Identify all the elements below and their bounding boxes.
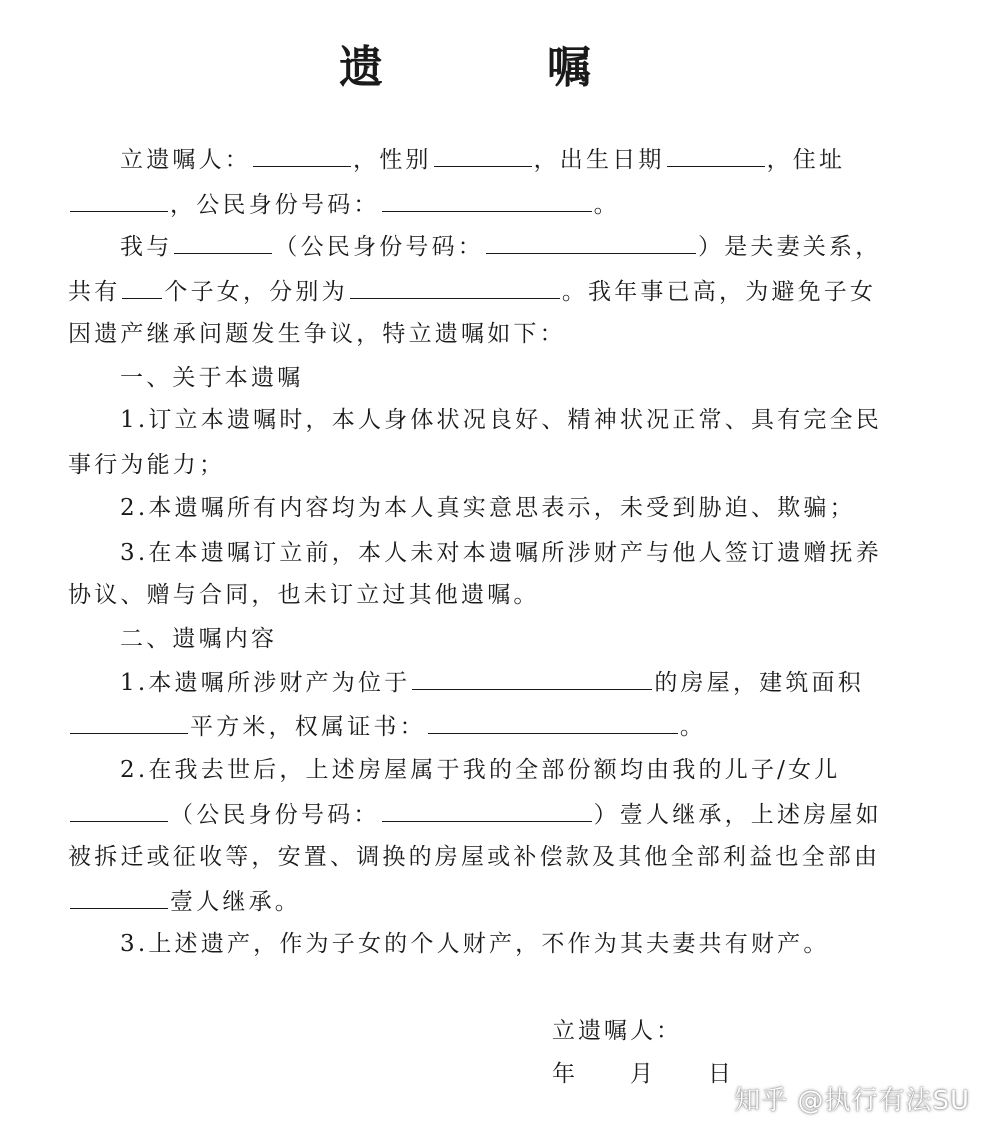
heir-id-label: （公民身份号码： [170, 802, 380, 828]
id-number-blank[interactable] [382, 189, 592, 212]
signature-date [552, 1059, 734, 1089]
spouse-label: 我与 [120, 234, 173, 260]
watermark: 知乎 @执行有法SU [734, 1086, 970, 1116]
children-count-label: 共有 [68, 279, 121, 305]
children-count-blank[interactable] [122, 276, 162, 299]
month-label: 月 [630, 1061, 656, 1087]
gender-blank[interactable] [434, 144, 532, 167]
certificate-blank[interactable] [428, 711, 678, 734]
year-label: 年 [552, 1061, 578, 1087]
section-2-item-2-line-4 [68, 886, 301, 917]
gender-label: ，性别 [353, 147, 432, 173]
heir-name-blank[interactable] [70, 799, 168, 822]
testator-info-line-1 [120, 144, 845, 175]
section-1-item-3-line-2: 协议、赠与合同，也未订立过其他遗嘱。 [68, 582, 540, 608]
testator-label: 立遗嘱人： [120, 147, 251, 173]
testator-info-line-2 [68, 189, 620, 220]
id-number-label: ，公民身份号码： [170, 192, 380, 218]
property-location-blank[interactable] [412, 667, 652, 690]
heir-id-blank[interactable] [382, 799, 592, 822]
property-location-label: 1.本遗嘱所涉财产为位于 [120, 670, 411, 696]
inheritance-text-2: 壹人继承。 [170, 889, 301, 915]
children-line [68, 276, 876, 307]
section-1-item-1-line-1: 1.订立本遗嘱时，本人身体状况良好、精神状况正常、具有完全民 [120, 407, 882, 433]
section-1-item-3-line-1: 3.在本遗嘱订立前，本人未对本遗嘱所涉财产与他人签订遗赠抚养 [120, 540, 882, 566]
certificate-label: 平方米，权属证书： [190, 714, 426, 740]
address-blank[interactable] [70, 189, 168, 212]
testator-name-blank[interactable] [253, 144, 351, 167]
spouse-id-blank[interactable] [486, 231, 696, 254]
section-2-item-2-line-1: 2.在我去世后，上述房屋属于我的全部份额均由我的儿子/女儿 [120, 757, 841, 783]
spouse-name-blank[interactable] [174, 231, 272, 254]
signature-label: 立遗嘱人： [552, 1018, 682, 1044]
birthdate-label: ，出生日期 [533, 147, 665, 173]
inheritance-text: ）壹人继承，上述房屋如 [593, 802, 882, 828]
floor-area-blank[interactable] [70, 711, 188, 734]
document-title: 遗 嘱 [339, 42, 651, 93]
birthdate-blank[interactable] [667, 144, 765, 167]
section-2-item-2-line-2 [68, 799, 882, 830]
section-2-heading: 二、遗嘱内容 [120, 626, 278, 652]
day-label: 日 [708, 1061, 734, 1087]
section-2-item-1-line-2 [68, 711, 706, 742]
section-2-item-2-line-3: 被拆迁或征收等，安置、调换的房屋或补偿款及其他全部利益也全部由 [68, 844, 881, 870]
section-2-item-1-line-1 [120, 667, 864, 698]
section-1-heading: 一、关于本遗嘱 [120, 365, 304, 391]
section-1-item-1-line-2: 事行为能力； [68, 452, 226, 478]
address-label: ，住址 [766, 147, 846, 173]
period: 。 [593, 192, 620, 218]
intent-text: 。我年事已高，为避免子女 [561, 279, 877, 305]
spouse-line [120, 231, 881, 262]
section-2-item-3: 3.上述遗产，作为子女的个人财产，不作为其夫妻共有财产。 [120, 931, 830, 957]
intent-line: 因遗产继承问题发生争议，特立遗嘱如下： [68, 321, 566, 347]
children-names-label: 个子女，分别为 [164, 279, 348, 305]
period: 。 [679, 714, 707, 740]
children-names-blank[interactable] [350, 276, 560, 299]
spouse-id-label: （公民身份号码： [274, 234, 485, 260]
section-1-item-2: 2.本遗嘱所有内容均为本人真实意思表示，未受到胁迫、欺骗； [120, 495, 856, 521]
spouse-relation-text: ）是夫妻关系， [698, 234, 882, 260]
floor-area-label: 的房屋，建筑面积 [654, 670, 864, 696]
heir-name-blank-2[interactable] [70, 886, 168, 909]
